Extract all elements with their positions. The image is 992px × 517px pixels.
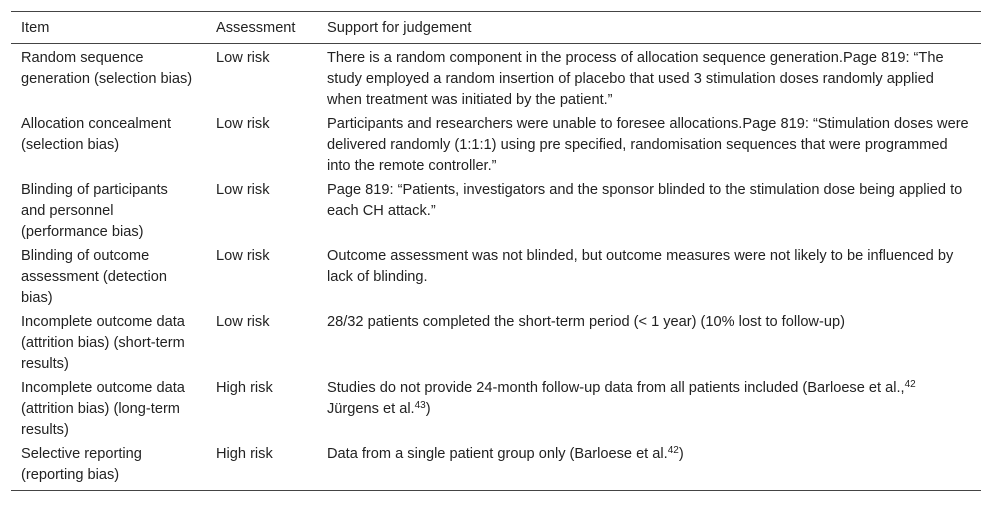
cell-item: Random sequence generation (selection bias)	[21, 50, 193, 87]
header-row	[11, 12, 981, 44]
table-row	[11, 112, 981, 178]
cell-item: Blinding of participants and personnel (performance bias)	[21, 182, 168, 240]
table-row	[11, 442, 981, 491]
support-text: Studies do not provide 24-month follow-up data from all patients included (Barloese et al.,	[327, 380, 905, 396]
table-row	[11, 178, 981, 244]
table-row	[11, 44, 981, 113]
header-assessment: Assessment	[216, 20, 296, 36]
support-text: Jürgens et al.	[327, 401, 415, 417]
cell-item: Allocation concealment (selection bias)	[21, 116, 172, 153]
cell-support: There is a random component in the process of allocation sequence generation.Page 819: “The study employed a random insertion of placebo that used 3 stimulation doses randomly applied when treatment was initiated by the patient.”	[327, 50, 944, 108]
table-row	[11, 310, 981, 376]
cell-support: Page 819: “Patients, investigators and the sponsor blinded to the stimulation dose being applied to each CH attack.”	[327, 182, 963, 219]
cell-assessment: Low risk	[216, 314, 270, 330]
table-body	[11, 44, 981, 491]
citation-ref: 43	[414, 400, 426, 411]
cell-assessment: High risk	[216, 446, 273, 462]
cell-support	[317, 376, 981, 442]
cell-support	[317, 442, 981, 491]
cell-assessment: Low risk	[216, 50, 270, 66]
table-row	[11, 244, 981, 310]
cell-assessment: High risk	[216, 380, 273, 396]
table-header	[11, 12, 981, 44]
header-item: Item	[21, 20, 50, 36]
table-row	[11, 376, 981, 442]
citation-ref: 42	[904, 379, 916, 390]
citation-ref: 42	[667, 445, 679, 456]
header-support: Support for judgement	[327, 20, 472, 36]
cell-item: Blinding of outcome assessment (detection bias)	[21, 248, 168, 306]
support-text: )	[425, 401, 431, 417]
cell-support: Participants and researchers were unable to foresee allocations.Page 819: “Stimulation doses were delivered randomly (1:1:1) using pre specified, randomisation sequences that were programmed into the remote controller.”	[327, 116, 969, 174]
cell-support: 28/32 patients completed the short-term period (< 1 year) (10% lost to follow-up)	[327, 314, 845, 330]
cell-assessment: Low risk	[216, 182, 270, 198]
cell-assessment: Low risk	[216, 116, 270, 132]
cell-item: Incomplete outcome data (attrition bias) (long-term results)	[21, 380, 185, 438]
risk-of-bias-table-container	[11, 11, 981, 491]
support-text: )	[678, 446, 684, 462]
cell-assessment: Low risk	[216, 248, 270, 264]
cell-item: Selective reporting (reporting bias)	[21, 446, 142, 483]
cell-item: Incomplete outcome data (attrition bias) (short-term results)	[21, 314, 185, 372]
cell-support: Outcome assessment was not blinded, but outcome measures were not likely to be influenced by lack of blinding.	[327, 248, 954, 285]
support-text: Data from a single patient group only (Barloese et al.	[327, 446, 668, 462]
risk-of-bias-table	[11, 11, 981, 491]
